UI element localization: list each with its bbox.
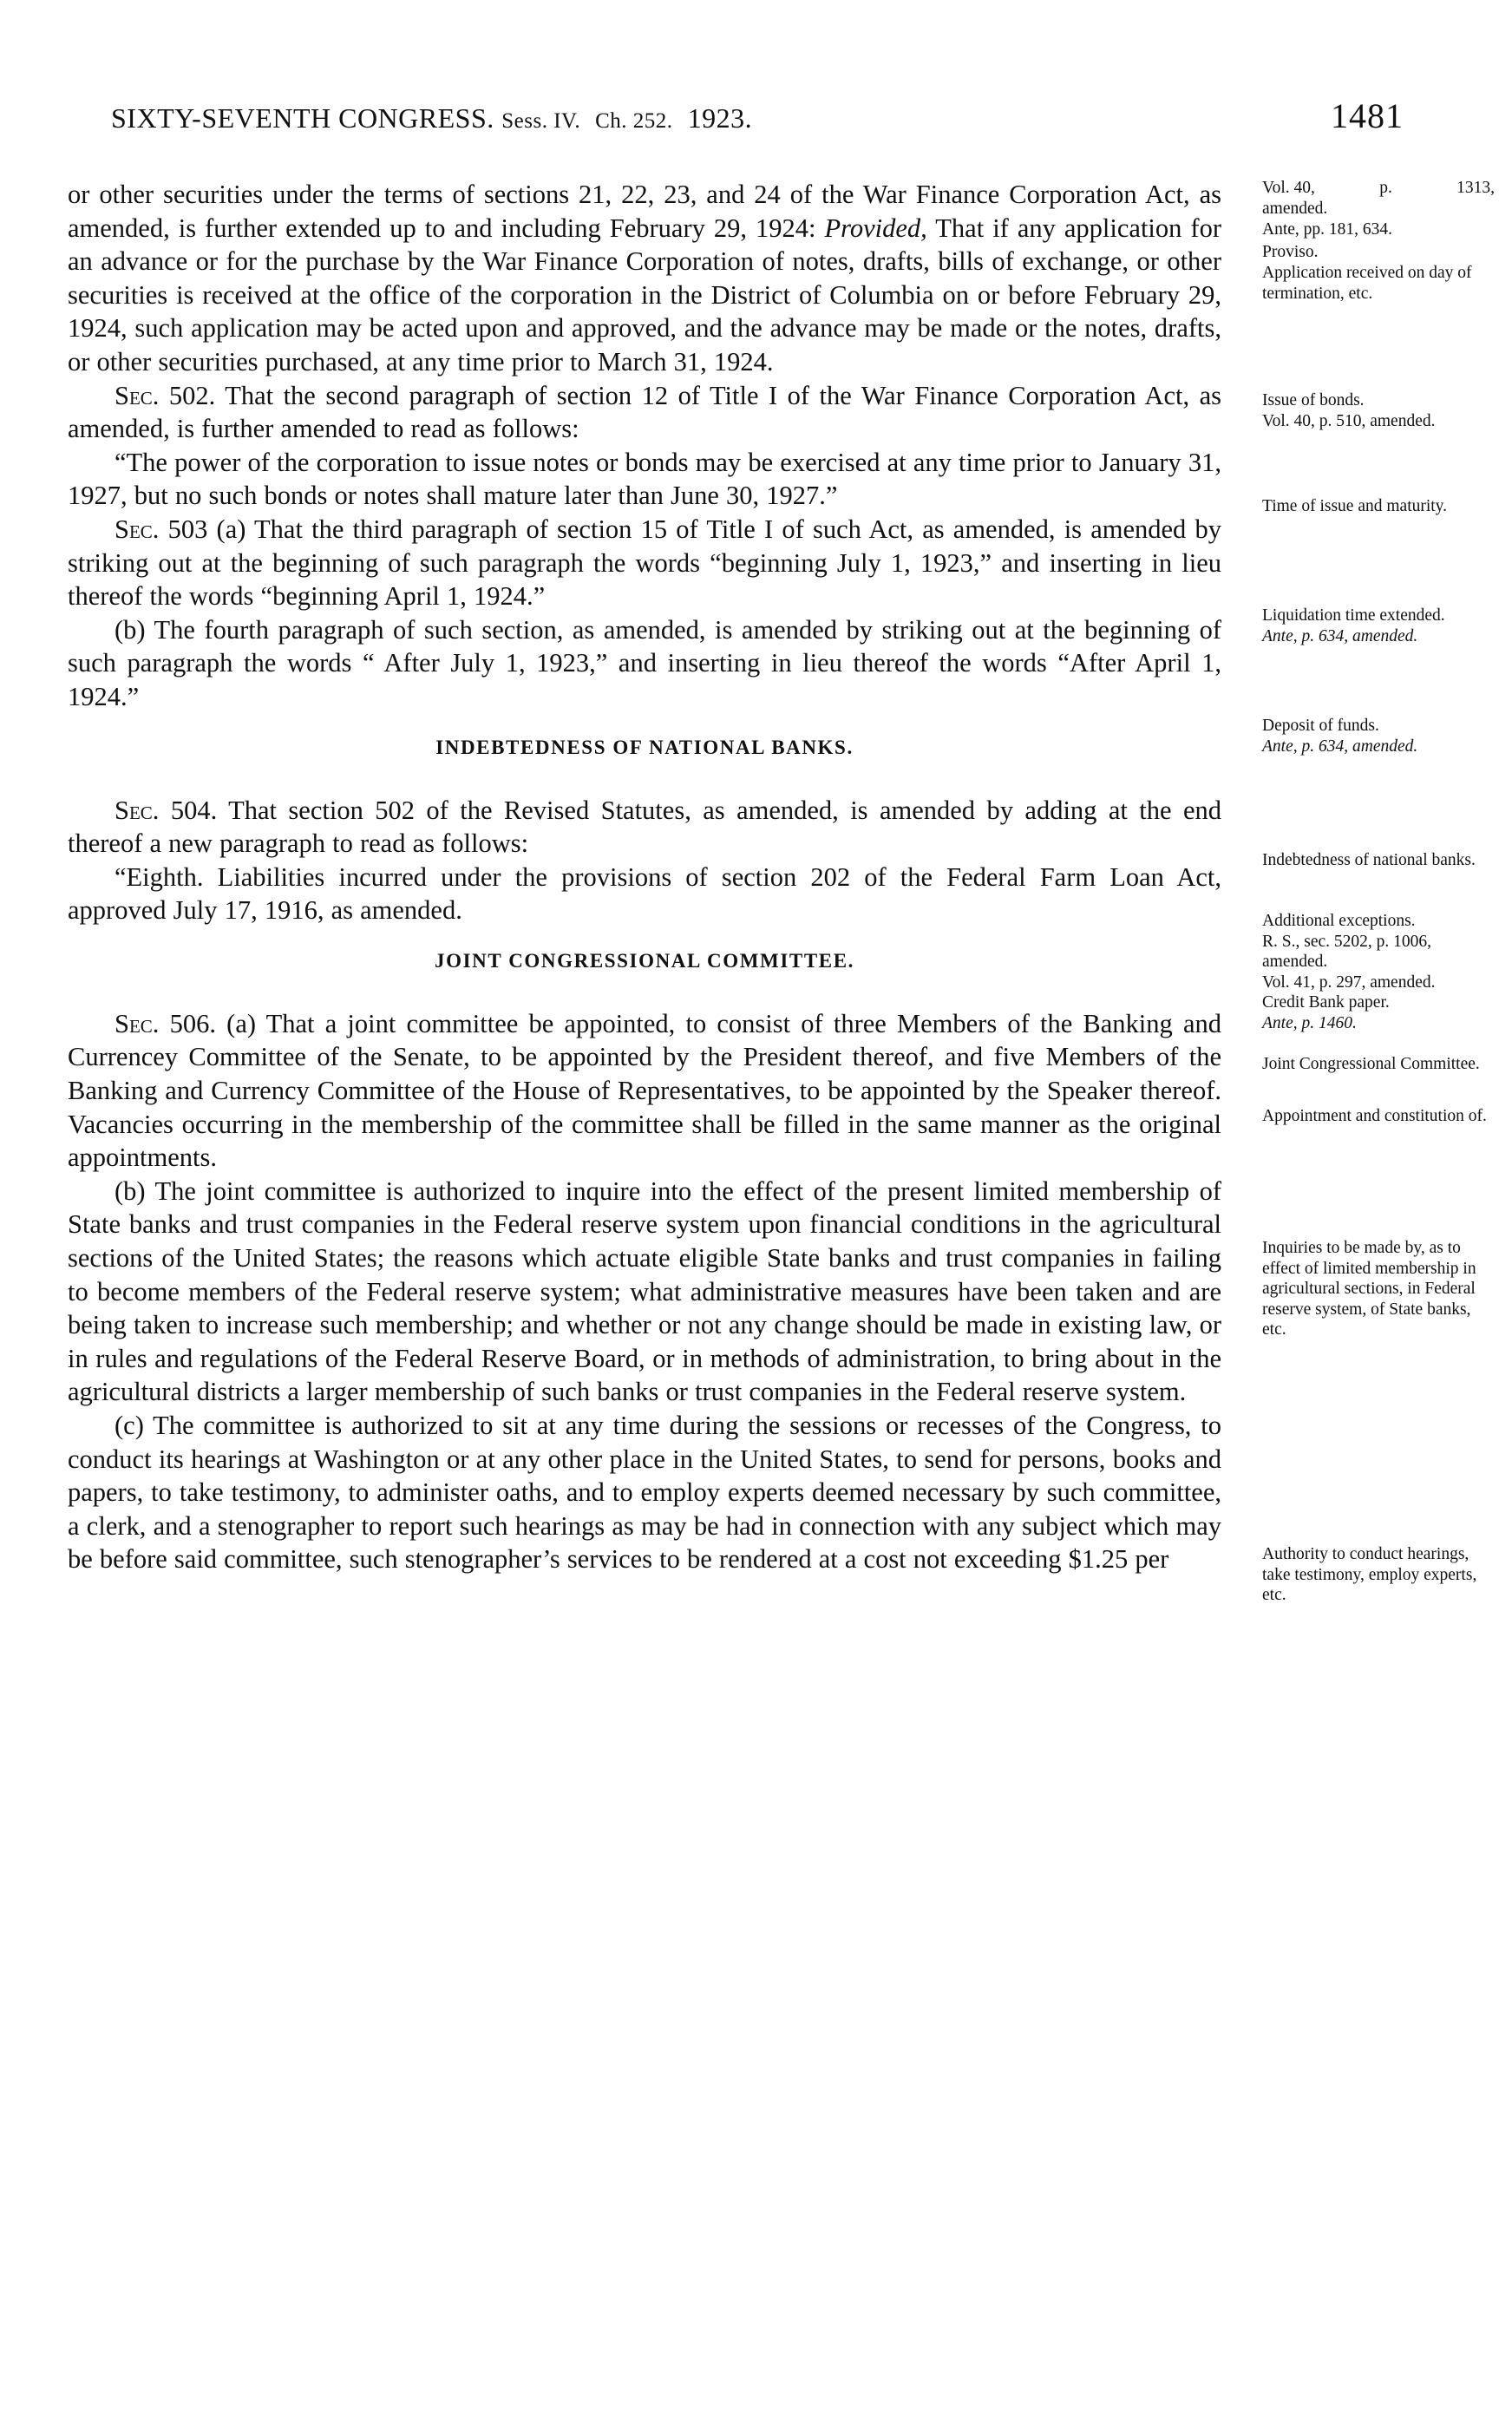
- sidenote-citation: [1262, 737, 1495, 757]
- sec-506-label: Sec. 506.: [115, 1008, 216, 1038]
- sidenote-citation: Vol. 40, p. 510, amended.: [1262, 411, 1436, 430]
- running-head: [111, 95, 1404, 136]
- sidenote-text: Appointment and constitution of.: [1262, 1107, 1487, 1125]
- sidenote-credit-bank-paper: Credit Bank paper.: [1262, 993, 1390, 1012]
- sec-502-label: Sec. 502.: [115, 380, 216, 410]
- sidenote-vol: Vol. 40,: [1262, 179, 1315, 197]
- sidenote-pagenum: 1313,: [1456, 179, 1495, 197]
- paragraph-quote-504: [68, 861, 1221, 927]
- paragraph-sec-506c: [68, 1409, 1221, 1576]
- main-text-column: [68, 178, 1221, 1576]
- sidenote-text: Proviso.: [1262, 243, 1319, 261]
- sidenote-amended: amended.: [1262, 199, 1328, 218]
- year-label: 1923.: [687, 102, 753, 134]
- sidenote-text: Additional exceptions.: [1262, 912, 1416, 930]
- sec-503-label: Sec. 503: [115, 514, 208, 544]
- sidenote-authority-hearings: [1262, 1544, 1495, 1606]
- sec-506b-text: (b) The joint committee is authorized to inquire into the effect of the present limited membership of State banks and trust companies in the Federal reserve system upon financial conditions in the agricultural sections of the United States; the reasons which actuate eligible State banks and trust companies in failing to become members of the Federal reserve system; what administrative measures have been taken and are being taken to increase such membership; and whether or not any change should be made in existing law, or in rules and regulations of the Federal Reserve Board, or in methods of administration, to bring about in the agricultural districts a larger membership of such banks or trust companies in the Federal reserve system.: [68, 1175, 1221, 1407]
- sidenote-text: Time of issue and maturity.: [1262, 497, 1448, 515]
- quote-502-text: “The power of the corporation to issue notes or bonds may be exercised at any time prior to January 31, 1927, but no such bonds or notes shall mature later than June 30, 1927.”: [68, 447, 1221, 511]
- sidenote-text: Deposit of funds.: [1262, 717, 1379, 735]
- quote-504-text: “Eighth. Liabilities incurred under the provisions of section 202 of the Federal Farm Loan Act, approved July 17, 1916, as amended.: [68, 861, 1221, 926]
- congress-label: SIXTY-SEVENTH CONGRESS.: [111, 102, 494, 134]
- sec-503a-text: (a) That the third paragraph of section 15 of Title I of such Act, as amended, is amended by striking out at the beginning of such paragraph the words “beginning July 1, 1923,” and inserting in lieu thereof the words “beginning April 1, 1924.”: [68, 514, 1221, 612]
- paragraph-sec-502: [68, 379, 1221, 446]
- sidenote-text: Authority to conduct hearings, take testimony, employ experts, etc.: [1262, 1545, 1477, 1604]
- sidenote-ante: Ante, p. 1460.: [1262, 1013, 1357, 1032]
- sidenote-text: Ante, pp. 181, 634.: [1262, 220, 1393, 239]
- paragraph-quote-502: [68, 446, 1221, 513]
- sidenote-text: Application received on day of termination, etc.: [1262, 264, 1472, 303]
- paragraph-sec-503b: [68, 613, 1221, 714]
- sec-504-label: Sec. 504.: [115, 795, 218, 825]
- sidenote-text: Inquiries to be made by, as to effect of limited membership in agricultural sections, in Federal reserve system, of State banks, etc.: [1262, 1239, 1476, 1339]
- p1-lead: or other securities under the terms of sections 21, 22, 23, and 24 of the War Finance Corporation Act, as amended, is further extended up to and including February 29, 1924:: [68, 180, 1221, 243]
- sec-503b-text: (b) The fourth paragraph of such section, as amended, is amended by striking out at the beginning of such paragraph the words “ After July 1, 1923,” and inserting in lieu thereof the words “After April 1, 1924.”: [68, 614, 1221, 711]
- sidenote-line: [1262, 178, 1495, 199]
- sidenote-appointment: [1262, 1106, 1495, 1127]
- sidenote-inquiries: [1262, 1238, 1495, 1340]
- heading-indebtedness: INDEBTEDNESS OF NATIONAL BANKS.: [435, 736, 854, 758]
- sidenote-ante: Ante, p. 634, amended.: [1262, 626, 1418, 645]
- sidenote-text: Indebtedness of national banks.: [1262, 851, 1476, 869]
- paragraph-sec-503a: [68, 513, 1221, 613]
- sec-506a-text: (a) That a joint committee be appointed, to consist of three Members of the Banking and Currencey Committee of the Senate, to be appointed by the President thereof, and five Members of the Banking and Currency Committee of the House of Representatives, to be appointed by the Speaker thereof. Vacancies occurring in the membership of the committee shall be filled in the same manner as the original appointments.: [68, 1008, 1221, 1173]
- sidenote-ante-1460: [1262, 1013, 1495, 1034]
- running-head-text: [111, 102, 752, 134]
- sidenote-vol41-citation: Vol. 41, p. 297, amended.: [1262, 972, 1436, 992]
- sidenote-indebtedness: [1262, 850, 1495, 871]
- sidenote-ante-181-634: [1262, 219, 1495, 240]
- sidenote-application-received: [1262, 263, 1495, 304]
- sidenote-text: Issue of bonds.: [1262, 391, 1365, 409]
- p1-proviso: Provided,: [824, 213, 927, 243]
- sidenote-liquidation-time: [1262, 606, 1495, 646]
- sidenote-citation: [1262, 626, 1495, 647]
- heading-joint-committee: JOINT CONGRESSIONAL COMMITTEE.: [434, 949, 855, 972]
- sidenote-text: Liquidation time extended.: [1262, 606, 1445, 625]
- chapter-label: Ch. 252.: [595, 109, 673, 133]
- sidenote-p: p.: [1379, 179, 1392, 197]
- session-label: Sess. IV.: [501, 109, 581, 133]
- sidenote-issue-of-bonds: [1262, 390, 1495, 431]
- sidenote-additional-exceptions: [1262, 911, 1495, 1033]
- sidenote-ante: Ante, p. 634, amended.: [1262, 737, 1418, 756]
- sec-504-text: That section 502 of the Revised Statutes, as amended, is amended by adding at the end thereof a new paragraph to read as follows:: [68, 795, 1221, 859]
- sidenote-joint-committee: [1262, 1054, 1495, 1075]
- sec-502-text: That the second paragraph of section 12 of Title I of the War Finance Corporation Act, as amended, is further amended to read as follows:: [68, 380, 1221, 444]
- paragraph-sec-506b: [68, 1175, 1221, 1409]
- page-number: 1481: [1331, 96, 1404, 135]
- sidenote-text: Joint Congressional Committee.: [1262, 1055, 1480, 1073]
- paragraph-sec-504: [68, 794, 1221, 861]
- sidenote-deposit-of-funds: [1262, 716, 1495, 756]
- sidenote-vol40: [1262, 178, 1495, 219]
- paragraph-continuation: [68, 178, 1221, 379]
- sidenote-proviso: [1262, 242, 1495, 263]
- sec-506c-text: (c) The committee is authorized to sit at any time during the sessions or recesses of the Congress, to conduct its hearings at Washington or at any other place in the United States, to send for persons, books and papers, to take testimony, to administer oaths, and to employ experts deemed necessary by such committee, a clerk, and a stenographer to report such hearings as may be had in connection with any subject which may be before said committee, such stenographer’s services to be rendered at a cost not exceeding $1.25 per: [68, 1411, 1221, 1575]
- sidenote-rs-citation: R. S., sec. 5202, p. 1006, amended.: [1262, 932, 1431, 971]
- sidenote-time-of-issue: [1262, 496, 1495, 517]
- p1-rest: That if any application for an advance or for the purchase by the War Finance Corporation of notes, drafts, bills of exchange, or other securities is received at the office of the corporation in the District of Columbia on or before February 29, 1924, such application may be acted upon and approved, and the advance may be made or the notes, drafts, or other securities purchased, at any time prior to March 31, 1924.: [68, 213, 1221, 377]
- paragraph-sec-506a: [68, 1007, 1221, 1175]
